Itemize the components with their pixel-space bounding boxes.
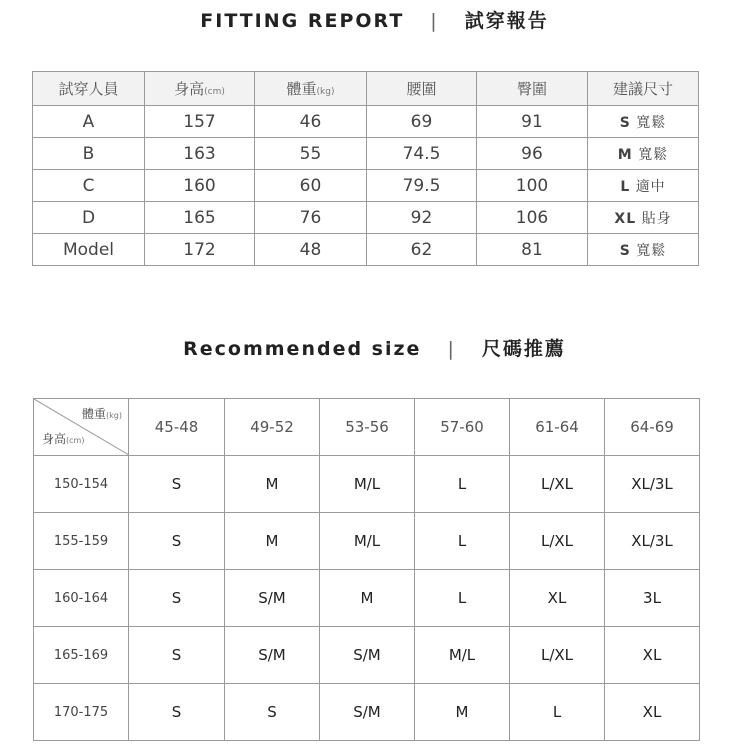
hip-value: 91	[477, 106, 588, 138]
col-header-tester: 試穿人員	[33, 72, 145, 106]
size-chart-row	[34, 627, 700, 684]
size-cell: M	[320, 570, 415, 627]
size-code: S	[619, 114, 631, 131]
height-value: 172	[145, 234, 255, 266]
fit-description: 寬鬆	[638, 146, 669, 163]
size-cell: L/XL	[510, 513, 605, 570]
fit-description: 寬鬆	[636, 114, 667, 131]
recommended-size-cell	[588, 170, 699, 202]
fitting-row	[33, 170, 699, 202]
size-cell: S	[129, 570, 225, 627]
size-cell: L/XL	[510, 456, 605, 513]
col-header-hip: 臀圍	[477, 72, 588, 106]
tester-name: C	[33, 170, 145, 202]
fitting-header-row	[33, 72, 699, 106]
col-header-waist: 腰圍	[367, 72, 477, 106]
hip-value: 81	[477, 234, 588, 266]
weight-value: 48	[255, 234, 367, 266]
weight-range-header: 57-60	[415, 399, 510, 456]
height-value: 163	[145, 138, 255, 170]
size-cell: L/XL	[510, 627, 605, 684]
size-chart-table	[33, 398, 700, 741]
weight-range-header: 61-64	[510, 399, 605, 456]
recommended-size-cell	[588, 234, 699, 266]
fitting-report-title-zh: 試穿報告	[464, 10, 549, 32]
waist-value: 69	[367, 106, 477, 138]
waist-value: 74.5	[367, 138, 477, 170]
size-cell: S/M	[225, 627, 320, 684]
col-header-recommended-size: 建議尺寸	[588, 72, 699, 106]
size-chart-row	[34, 570, 700, 627]
fitting-report-title	[0, 6, 749, 33]
size-cell: S/M	[225, 570, 320, 627]
size-cell: L	[510, 684, 605, 741]
weight-value: 46	[255, 106, 367, 138]
size-cell: L	[415, 570, 510, 627]
size-code: S	[619, 242, 631, 259]
col-header-weight: 體重(kg)	[255, 72, 367, 106]
size-cell: L	[415, 513, 510, 570]
size-cell: S/M	[320, 627, 415, 684]
size-cell: S	[129, 456, 225, 513]
size-cell: S	[129, 627, 225, 684]
fitting-row	[33, 234, 699, 266]
fitting-report-table	[32, 71, 699, 266]
recommended-size-title	[0, 334, 749, 361]
size-cell: 3L	[605, 570, 700, 627]
tester-name: D	[33, 202, 145, 234]
size-cell: M	[415, 684, 510, 741]
weight-value: 55	[255, 138, 367, 170]
fitting-row	[33, 202, 699, 234]
size-chart-row	[34, 456, 700, 513]
size-cell: M/L	[320, 513, 415, 570]
height-range-cell: 150-154	[34, 456, 129, 513]
waist-value: 79.5	[367, 170, 477, 202]
fit-description: 寬鬆	[636, 242, 667, 259]
fitting-report-title-en: FITTING REPORT	[200, 10, 405, 32]
recommended-size-cell	[588, 202, 699, 234]
size-cell: M/L	[320, 456, 415, 513]
size-chart-header-row	[34, 399, 700, 456]
hip-value: 106	[477, 202, 588, 234]
size-chart-row	[34, 684, 700, 741]
size-cell: XL/3L	[605, 456, 700, 513]
height-value: 160	[145, 170, 255, 202]
tester-name: B	[33, 138, 145, 170]
size-cell: M/L	[415, 627, 510, 684]
height-range-cell: 160-164	[34, 570, 129, 627]
hip-value: 96	[477, 138, 588, 170]
height-range-cell: 170-175	[34, 684, 129, 741]
size-cell: XL	[605, 684, 700, 741]
size-cell: XL/3L	[605, 513, 700, 570]
size-cell: XL	[605, 627, 700, 684]
size-cell: S	[225, 684, 320, 741]
size-cell: S	[129, 684, 225, 741]
weight-value: 60	[255, 170, 367, 202]
size-cell: L	[415, 456, 510, 513]
height-axis-label: 身高(cm)	[42, 432, 85, 446]
title-separator: |	[447, 338, 456, 360]
weight-range-header: 64-69	[605, 399, 700, 456]
recommended-size-title-zh: 尺碼推薦	[481, 338, 566, 360]
size-cell: XL	[510, 570, 605, 627]
col-header-height: 身高(cm)	[145, 72, 255, 106]
tester-name: A	[33, 106, 145, 138]
size-code: M	[617, 146, 633, 163]
size-cell: S/M	[320, 684, 415, 741]
height-range-cell: 165-169	[34, 627, 129, 684]
size-cell: M	[225, 513, 320, 570]
hip-value: 100	[477, 170, 588, 202]
recommended-size-cell	[588, 106, 699, 138]
height-value: 165	[145, 202, 255, 234]
fitting-row	[33, 138, 699, 170]
title-separator: |	[430, 10, 439, 32]
weight-value: 76	[255, 202, 367, 234]
size-chart-row	[34, 513, 700, 570]
waist-value: 62	[367, 234, 477, 266]
weight-range-header: 49-52	[225, 399, 320, 456]
fit-description: 適中	[635, 178, 666, 195]
tester-name: Model	[33, 234, 145, 266]
height-range-cell: 155-159	[34, 513, 129, 570]
weight-axis-label: 體重(kg)	[82, 407, 122, 421]
size-code: XL	[614, 210, 637, 227]
recommended-size-title-en: Recommended size	[183, 338, 422, 360]
weight-range-header: 45-48	[129, 399, 225, 456]
fitting-row	[33, 106, 699, 138]
fit-description: 貼身	[641, 210, 672, 227]
corner-header-cell	[34, 399, 129, 456]
size-cell: M	[225, 456, 320, 513]
weight-range-header: 53-56	[320, 399, 415, 456]
size-cell: S	[129, 513, 225, 570]
waist-value: 92	[367, 202, 477, 234]
size-code: L	[620, 178, 631, 195]
height-value: 157	[145, 106, 255, 138]
recommended-size-cell	[588, 138, 699, 170]
